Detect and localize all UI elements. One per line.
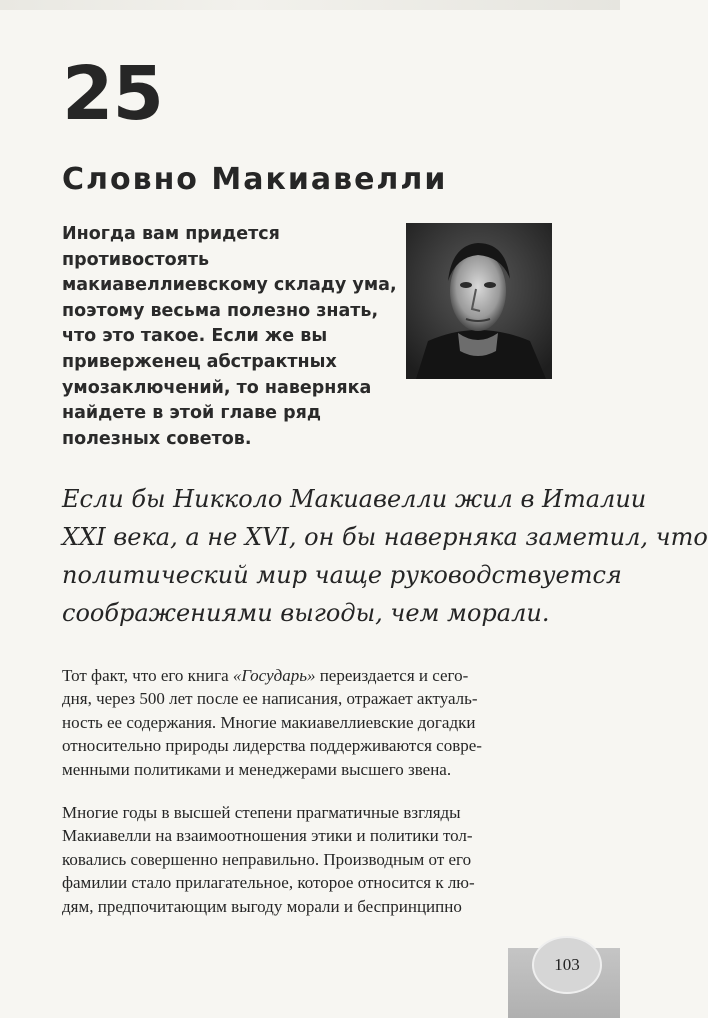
page-number: 103	[532, 936, 602, 994]
paragraph-line: Многие годы в высшей степени прагматичные взгляды	[62, 803, 461, 822]
paragraph-line: дям, предпочитающим выгоду морали и беспринципно	[62, 896, 462, 916]
quote-line: Если бы Никколо Макиавелли жил в Италии	[62, 485, 647, 513]
quote-line: XXI века, а не XVI, он бы наверняка заметил, что	[62, 523, 708, 551]
body-paragraph-1	[62, 664, 540, 781]
paragraph-line: ковались совершенно неправильно. Производным от его	[62, 849, 472, 869]
portrait-illustration	[406, 223, 552, 379]
intro-line: поэтому весьма полезно знать,	[62, 300, 379, 321]
quote-line: соображениями выгоды, чем морали.	[62, 599, 550, 627]
intro-line: найдете в этой главе ряд	[62, 403, 322, 424]
chapter-title: Словно Макиавелли	[62, 162, 448, 197]
paragraph-line: менными политиками и менеджерами высшего звена.	[62, 759, 452, 779]
intro-line: Иногда вам придется	[62, 224, 280, 244]
intro-line: макиавеллиевскому складу ума,	[62, 275, 397, 296]
book-title: «Государь»	[232, 666, 316, 685]
paragraph-line: дня, через 500 лет после ее написания, отражает актуаль-	[62, 689, 478, 709]
paragraph-line: Макиавелли на взаимоотношения этики и политики тол-	[62, 826, 473, 846]
top-edge	[0, 0, 620, 10]
quote-line: политический мир чаще руководствуется	[62, 561, 622, 589]
intro-line: приверженец абстрактных	[62, 351, 337, 372]
paragraph-line	[62, 664, 540, 687]
epigraph-quote	[62, 480, 708, 632]
paragraph-line: ность ее содержания. Многие макиавеллиевские догадки	[62, 712, 476, 732]
intro-line: противостоять	[62, 249, 210, 270]
machiavelli-portrait	[406, 223, 552, 379]
paragraph-line: фамилии стало прилагательное, которое относится к лю-	[62, 873, 475, 893]
paragraph-line: относительно природы лидерства поддерживаются совре-	[62, 736, 482, 756]
intro-line: что это такое. Если же вы	[62, 326, 328, 347]
intro-line: полезных советов.	[62, 428, 252, 449]
line-text: Тот факт, что его книга	[62, 666, 233, 685]
line-text: переиздается и сего-	[315, 666, 469, 685]
body-paragraph-2	[62, 801, 540, 918]
intro-line: умозаключений, то наверняка	[62, 377, 372, 398]
chapter-intro	[62, 222, 397, 452]
chapter-number: 25	[62, 51, 163, 137]
